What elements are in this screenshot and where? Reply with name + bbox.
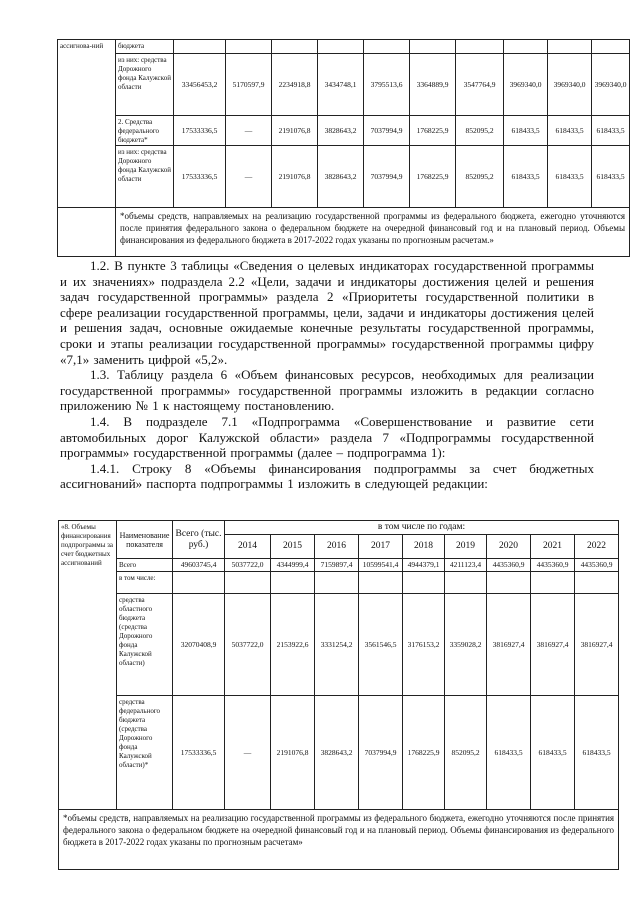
year-header: 2020 <box>487 535 531 559</box>
indicator-name: средства областного бюджета (средства Дорожного фонда Калужской области) <box>117 594 173 696</box>
row-label: «8. Объемы финансирования подпрограммы за счет бюджетных ассигнований <box>59 521 117 810</box>
value-cell: 5037722,0 <box>225 594 271 696</box>
indicator-name: Всего <box>117 559 173 572</box>
value-cell: 3359028,2 <box>445 594 487 696</box>
value-cell: 618433,5 <box>531 696 575 810</box>
table-row <box>58 54 630 116</box>
value-cell: 1768225,9 <box>410 146 456 208</box>
value-cell: 5170597,9 <box>226 54 272 116</box>
value-cell: 618433,5 <box>575 696 619 810</box>
value-cell: 3816927,4 <box>531 594 575 696</box>
value-cell: 7159897,4 <box>315 559 359 572</box>
value-cell: 32070408,9 <box>173 594 225 696</box>
year-header: 2015 <box>271 535 315 559</box>
col-header-years: в том числе по годам: <box>225 521 619 535</box>
table-row <box>59 559 619 572</box>
paragraph-1-3: 1.3. Таблицу раздела 6 «Объем финансовых ресурсов, необходимых для реализации государственной программы» государственной программы изложить в редакции согласно приложению № 1 к настоящему постановлению. <box>60 367 594 414</box>
value-cell: 2191076,8 <box>272 146 318 208</box>
value-cell: 4211123,4 <box>445 559 487 572</box>
value-cell: 33456453,2 <box>174 54 226 116</box>
table-row <box>59 810 619 870</box>
table-row <box>59 696 619 810</box>
value-cell: 3561546,5 <box>359 594 403 696</box>
value-cell: 3816927,4 <box>575 594 619 696</box>
indicator-name: в том числе: <box>117 572 173 594</box>
value-cell: 3828643,2 <box>315 696 359 810</box>
table-row <box>58 40 630 54</box>
indicator-name: 2. Средства федерального бюджета* <box>116 116 174 146</box>
value-cell: 852095,2 <box>456 116 504 146</box>
footnote: *объемы средств, направляемых на реализацию государственной программы из федерального бюджета, ежегодно уточняются после принятия федерального закона о федеральном бюджете на очередной финансовый год и на плановый период. Объемы финансирования из федерального бюджета в 2017-2022 годах указаны по прогнозным расчетам» <box>59 810 619 870</box>
value-cell: 49603745,4 <box>173 559 225 572</box>
body-text <box>60 258 594 492</box>
value-cell: 4344999,4 <box>271 559 315 572</box>
paragraph-1-2: 1.2. В пункте 3 таблицы «Сведения о целевых индикаторах государственной программы и их значениях» подраздела 2.2 «Цели, задачи и индикаторы достижения целей и решения задач государственной программы» раздела 2 «Приоритеты государственной политики в сфере реализации государственной программы, цели, задачи и индикаторы достижения целей и решения задач, основные ожидаемые конечные результаты государственной программы, сроки и этапы реализации государственной программы» государственной программы цифру «7,1» заменить цифрой «5,2». <box>60 258 594 367</box>
table-header-row <box>59 521 619 535</box>
year-header: 2018 <box>403 535 445 559</box>
value-cell: 4435360,9 <box>487 559 531 572</box>
value-cell: 3176153,2 <box>403 594 445 696</box>
value-cell: 618433,5 <box>592 116 630 146</box>
value-cell: 618433,5 <box>548 116 592 146</box>
value-cell: 3969340,0 <box>548 54 592 116</box>
value-cell: 618433,5 <box>487 696 531 810</box>
value-cell: — <box>226 116 272 146</box>
funding-table-continued <box>57 39 630 257</box>
indicator-name: из них: средства Дорожного фонда Калужской области <box>116 54 174 116</box>
value-cell: 3364889,9 <box>410 54 456 116</box>
value-cell: 1768225,9 <box>410 116 456 146</box>
year-header: 2019 <box>445 535 487 559</box>
value-cell: 3331254,2 <box>315 594 359 696</box>
indicator-name: средства федерального бюджета (средства Дорожного фонда Калужской области)* <box>117 696 173 810</box>
value-cell: 10599541,4 <box>359 559 403 572</box>
value-cell: 4435360,9 <box>531 559 575 572</box>
year-header: 2016 <box>315 535 359 559</box>
value-cell: 5037722,0 <box>225 559 271 572</box>
value-cell: 3828643,2 <box>318 116 364 146</box>
indicator-name: из них: средства Дорожного фонда Калужской области <box>116 146 174 208</box>
value-cell: 1768225,9 <box>403 696 445 810</box>
value-cell: 17533336,5 <box>174 146 226 208</box>
value-cell: 2234918,8 <box>272 54 318 116</box>
value-cell: 3969340,0 <box>504 54 548 116</box>
value-cell: 17533336,5 <box>174 116 226 146</box>
value-cell: 4944379,1 <box>403 559 445 572</box>
value-cell: 2191076,8 <box>272 116 318 146</box>
indicator-name: бюджета <box>116 40 174 54</box>
value-cell: 7037994,9 <box>364 146 410 208</box>
table-row <box>59 594 619 696</box>
value-cell: 3434748,1 <box>318 54 364 116</box>
subprogram-funding-table <box>58 520 619 870</box>
col-header-total: Всего (тыс. руб.) <box>173 521 225 559</box>
value-cell: 7037994,9 <box>364 116 410 146</box>
value-cell: 7037994,9 <box>359 696 403 810</box>
year-header: 2021 <box>531 535 575 559</box>
value-cell: 618433,5 <box>548 146 592 208</box>
value-cell: 17533336,5 <box>173 696 225 810</box>
value-cell: 618433,5 <box>504 116 548 146</box>
table-row <box>58 116 630 146</box>
year-header: 2022 <box>575 535 619 559</box>
value-cell: 3547764,9 <box>456 54 504 116</box>
value-cell: — <box>226 146 272 208</box>
table-row <box>59 572 619 594</box>
value-cell: 618433,5 <box>504 146 548 208</box>
table-row <box>58 146 630 208</box>
value-cell: 3969340,0 <box>592 54 630 116</box>
value-cell: — <box>225 696 271 810</box>
col-header-name: Наименование показателя <box>117 521 173 559</box>
paragraph-1-4-1: 1.4.1. Строку 8 «Объемы финансирования подпрограммы за счет бюджетных ассигнований» паспорта подпрограммы 1 изложить в следующей редакции: <box>60 460 594 492</box>
table-row <box>58 208 630 257</box>
value-cell: 3795513,6 <box>364 54 410 116</box>
row-label: ассигнова-ний <box>58 40 116 208</box>
value-cell: 852095,2 <box>456 146 504 208</box>
value-cell: 3816927,4 <box>487 594 531 696</box>
footnote: *объемы средств, направляемых на реализацию государственной программы из федерального бюджета, ежегодно уточняются после принятия федерального закона о федеральном бюджете на очередной финансовый год и на плановый период. Объемы финансирования из федерального бюджета в 2017-2022 годах указаны по прогнозным расчетам.» <box>116 208 630 257</box>
value-cell: 2153922,6 <box>271 594 315 696</box>
value-cell: 2191076,8 <box>271 696 315 810</box>
value-cell: 618433,5 <box>592 146 630 208</box>
paragraph-1-4: 1.4. В подразделе 7.1 «Подпрограмма «Совершенствование и развитие сети автомобильных дорог Калужской области» раздела 7 «Подпрограммы государственной программы» государственной программы (далее – подпрограмма 1): <box>60 413 594 461</box>
value-cell: 3828643,2 <box>318 146 364 208</box>
value-cell: 852095,2 <box>445 696 487 810</box>
year-header: 2017 <box>359 535 403 559</box>
year-header: 2014 <box>225 535 271 559</box>
value-cell: 4435360,9 <box>575 559 619 572</box>
